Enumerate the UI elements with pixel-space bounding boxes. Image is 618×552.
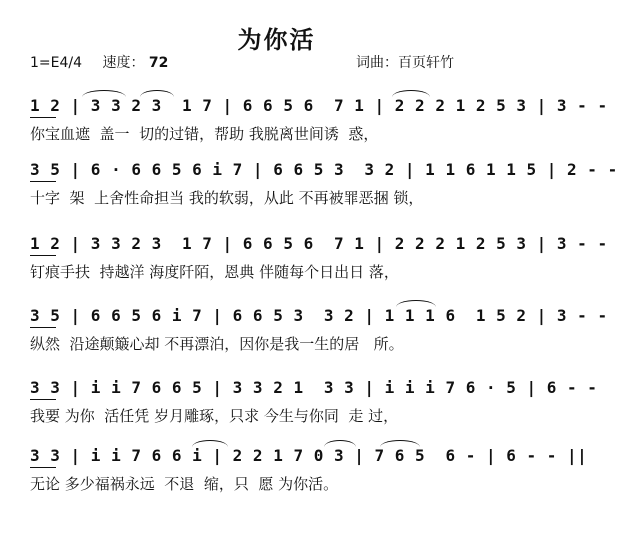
score-row-1 <box>30 96 608 156</box>
beam-mark <box>30 467 56 468</box>
score-row-2 <box>30 160 618 220</box>
slur-mark <box>392 90 430 97</box>
lyric-line: 钉痕手扶 持越洋 海度阡陌，恩典 伴随每个日出日 落， <box>30 263 399 281</box>
slur-mark <box>380 440 420 447</box>
lyric-line: 纵然 沿途颠簸心却 不再漂泊，因你是我一生的居 所。 <box>30 335 404 353</box>
slur-mark <box>396 300 436 307</box>
beam-mark <box>30 327 56 328</box>
tempo-value: 72 <box>148 55 169 71</box>
score-row-6 <box>30 446 588 506</box>
beam-mark <box>30 399 56 400</box>
notation-line: 1 2 | 3 3 2 3 1 7 | 6 6 5 6 7 1 | 2 2 2 1 2 5 3 | 3 - - <box>30 96 608 115</box>
score-row-4 <box>30 306 608 366</box>
key-signature: 1=E4/4 <box>30 55 83 71</box>
key-and-tempo <box>30 52 168 72</box>
score-row-5 <box>30 378 598 438</box>
lyric-line: 你宝血遮 盖一 切的过错，帮助 我脱离世间诱 惑， <box>30 125 379 143</box>
notation-line: 3 3 | i i 7 6 6 5 | 3 3 2 1 3 3 | i i i 7 6 · 5 | 6 - - <box>30 378 598 397</box>
lyric-line: 我要 为你 活任凭 岁月雕琢，只求 今生与你同 走 过， <box>30 407 399 425</box>
beam-mark <box>30 255 56 256</box>
slur-mark <box>192 440 228 447</box>
tempo-label: 速度： <box>102 55 145 71</box>
notation-line: 1 2 | 3 3 2 3 1 7 | 6 6 5 6 7 1 | 2 2 2 1 2 5 3 | 3 - - <box>30 234 608 253</box>
notation-line: 3 5 | 6 · 6 6 5 6 i 7 | 6 6 5 3 3 2 | 1 1 6 1 1 5 | 2 - - <box>30 160 618 179</box>
beam-mark <box>30 117 56 118</box>
slur-mark <box>140 90 174 97</box>
beam-mark <box>30 181 56 182</box>
credit: 词曲：百页轩竹 <box>356 55 454 71</box>
lyric-line: 十字 架 上舍性命担当 我的软弱，从此 不再被罪恶捆 锁， <box>30 189 424 207</box>
notation-line: 3 3 | i i 7 6 6 i | 2 2 1 7 0 3 | 7 6 5 6 - | 6 - - || <box>30 446 588 465</box>
slur-mark <box>82 90 126 97</box>
song-title: 为你活 <box>237 26 316 54</box>
lyric-line: 无论 多少福祸永远 不退 缩，只 愿 为你活。 <box>30 475 339 493</box>
slur-mark <box>324 440 356 447</box>
score-row-3 <box>30 234 608 294</box>
notation-line: 3 5 | 6 6 5 6 i 7 | 6 6 5 3 3 2 | 1 1 1 6 1 5 2 | 3 - - <box>30 306 608 325</box>
